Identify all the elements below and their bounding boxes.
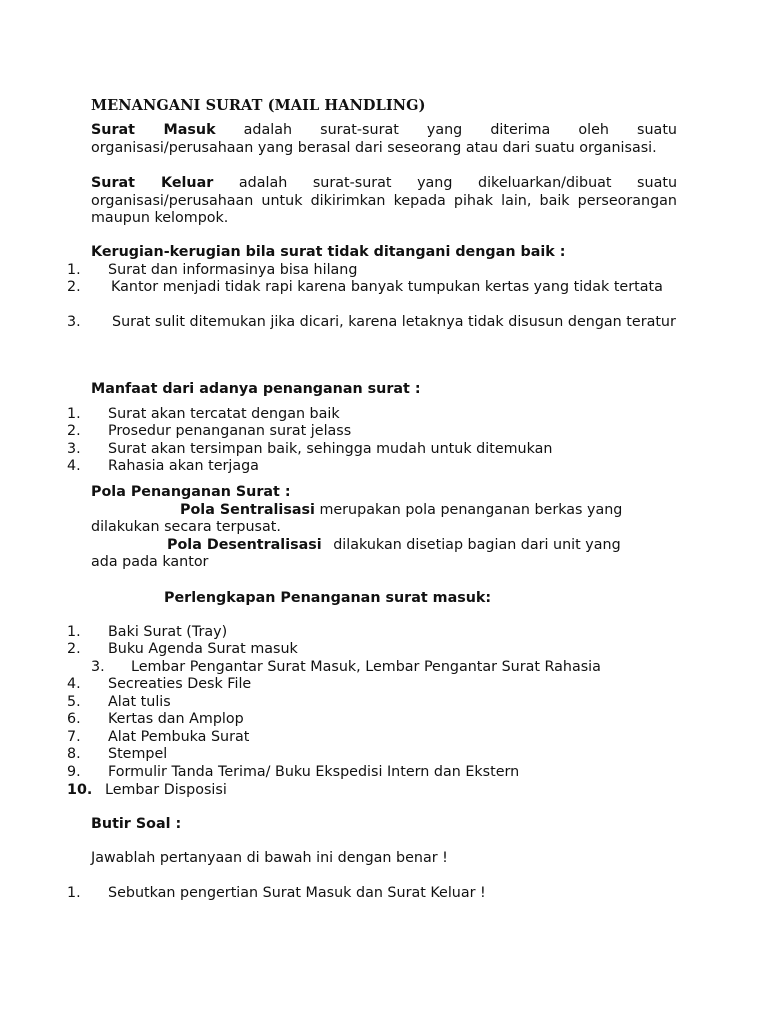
perlengkapan-item-number: 10.	[67, 782, 93, 798]
perlengkapan-item-text: Secreaties Desk File	[108, 676, 252, 692]
perlengkapan-item-text: Stempel	[108, 746, 168, 762]
kerugian-item-text: Surat dan informasinya bisa hilang	[108, 262, 358, 278]
manfaat-item-text: Prosedur penanganan surat jelass	[108, 423, 352, 439]
perlengkapan-item-number: 1.	[67, 624, 81, 640]
perlengkapan-item-number: 6.	[67, 711, 81, 727]
document-title: MENANGANI SURAT (MAIL HANDLING)	[91, 97, 426, 114]
surat-keluar-term: Surat Keluar	[91, 175, 214, 191]
butir-soal-heading: Butir Soal :	[91, 816, 182, 832]
perlengkapan-heading: Perlengkapan Penanganan surat masuk:	[164, 590, 492, 606]
kerugian-item-text: Surat sulit ditemukan jika dicari, karena letaknya tidak disusun dengan teratur	[112, 314, 676, 330]
pola-desentralisasi-line-1	[167, 537, 621, 555]
pola-sentralisasi-line-2: dilakukan secara terpusat.	[91, 519, 281, 535]
pola-sentralisasi-line-1	[180, 502, 622, 520]
manfaat-item-text: Surat akan tersimpan baik, sehingga mudah untuk ditemukan	[108, 441, 553, 457]
surat-masuk-term: Surat Masuk	[91, 122, 216, 138]
perlengkapan-item-text: Formulir Tanda Terima/ Buku Ekspedisi Intern dan Ekstern	[108, 764, 520, 780]
perlengkapan-item-text: Kertas dan Amplop	[108, 711, 244, 727]
perlengkapan-item-text: Baki Surat (Tray)	[108, 624, 228, 640]
kerugian-item-number: 2.	[67, 279, 81, 295]
butir-soal-instruction: Jawablah pertanyaan di bawah ini dengan benar !	[91, 850, 448, 866]
pola-heading: Pola Penanganan Surat :	[91, 484, 291, 500]
perlengkapan-item-number: 5.	[67, 694, 81, 710]
manfaat-item-number: 1.	[67, 406, 81, 422]
manfaat-item-text: Rahasia akan terjaga	[108, 458, 259, 474]
pola-sentralisasi-term: Pola Sentralisasi	[180, 502, 315, 518]
butir-soal-item-number: 1.	[67, 885, 81, 901]
perlengkapan-item-text: Lembar Pengantar Surat Masuk, Lembar Pengantar Surat Rahasia	[131, 659, 601, 675]
manfaat-item-text: Surat akan tercatat dengan baik	[108, 406, 340, 422]
manfaat-item-number: 4.	[67, 458, 81, 474]
manfaat-item-number: 2.	[67, 423, 81, 439]
surat-masuk-text: adalah surat-surat yang diterima oleh suatu organisasi/perusahaan yang berasal dari seseorang atau dari suatu organisasi.	[91, 122, 677, 156]
pola-desentralisasi-text: dilakukan disetiap bagian dari unit yang	[333, 537, 621, 553]
perlengkapan-item-number: 4.	[67, 676, 81, 692]
kerugian-item-number: 3.	[67, 314, 81, 330]
perlengkapan-item-text: Alat tulis	[108, 694, 171, 710]
butir-soal-item-text: Sebutkan pengertian Surat Masuk dan Surat Keluar !	[108, 885, 486, 901]
surat-keluar-text: adalah surat-surat yang dikeluarkan/dibuat suatu organisasi/perusahaan untuk dikirimkan kepada pihak lain, baik perseorangan maupun kelompok.	[91, 175, 677, 227]
perlengkapan-item-text: Buku Agenda Surat masuk	[108, 641, 298, 657]
surat-keluar-definition	[91, 175, 677, 228]
perlengkapan-item-number: 2.	[67, 641, 81, 657]
perlengkapan-item-text: Lembar Disposisi	[105, 782, 227, 798]
manfaat-heading: Manfaat dari adanya penanganan surat :	[91, 381, 421, 397]
kerugian-heading: Kerugian-kerugian bila surat tidak ditangani dengan baik :	[91, 244, 566, 260]
manfaat-item-number: 3.	[67, 441, 81, 457]
kerugian-item-number: 1.	[67, 262, 81, 278]
pola-desentralisasi-term: Pola Desentralisasi	[167, 537, 322, 553]
pola-sentralisasi-text: merupakan pola penanganan berkas yang	[319, 502, 623, 518]
perlengkapan-item-number: 8.	[67, 746, 81, 762]
pola-desentralisasi-line-2: ada pada kantor	[91, 554, 209, 570]
kerugian-item-text: Kantor menjadi tidak rapi karena banyak tumpukan kertas yang tidak tertata	[111, 279, 663, 295]
perlengkapan-item-number: 3.	[91, 659, 105, 675]
perlengkapan-item-number: 7.	[67, 729, 81, 745]
perlengkapan-item-number: 9.	[67, 764, 81, 780]
surat-masuk-definition	[91, 122, 677, 157]
perlengkapan-item-text: Alat Pembuka Surat	[108, 729, 250, 745]
